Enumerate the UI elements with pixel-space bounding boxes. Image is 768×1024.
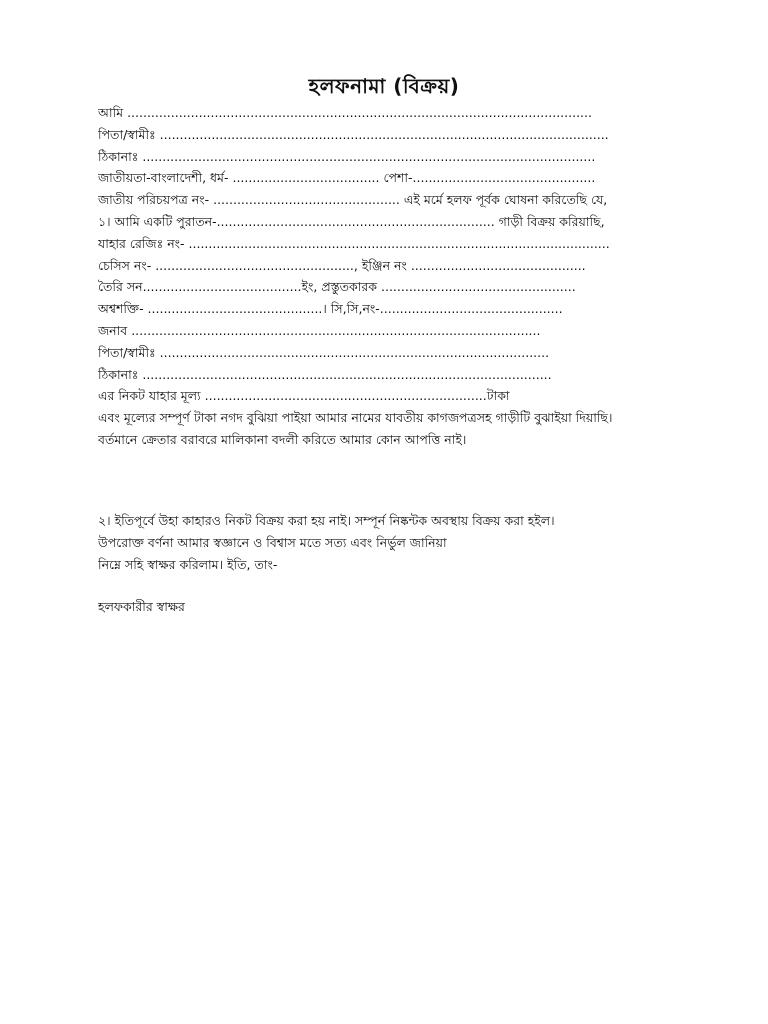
buyer-father-husband-line: পিতা/স্বামীঃ ..................................................................................................	[98, 344, 550, 360]
declarant-father-husband-line: পিতা/স্বামীঃ .................................................................................................................	[98, 126, 609, 142]
manufacture-year-line: তৈরি সন........................................ইং, প্রস্তুতকারক .................................................	[98, 279, 576, 295]
vehicle-sold-line: ১। আমি একটি পুরাতন-...................................................................... গাড়ী বিক্রয় করিয়াছি,	[98, 213, 605, 229]
buyer-name-line: জনাব .......................................................................................................	[98, 322, 541, 338]
document-title: হলফনামা (বিক্রয়)	[308, 74, 460, 98]
truth-statement-line: উপরোক্ত বর্ণনা আমার স্বজ্ঞানে ও বিশ্বাস মতে সত্য এবং নির্ভুল জানিয়া	[98, 534, 447, 550]
declarant-address-line: ঠিকানাঃ ..................................................................................................................	[98, 148, 596, 164]
buyer-address-line: ঠিকানাঃ .......................................................................................................	[98, 366, 552, 382]
signature-label: হলফকারীর স্বাক্ষর	[98, 599, 185, 614]
registration-number-line: যাহার রেজিঃ নং- ..........................................................................................................	[98, 235, 610, 251]
chassis-engine-line: চেসিস নং- .................................................., ইঞ্জিন নং ............................................	[98, 257, 586, 273]
national-id-line: জাতীয় পরিচয়পত্র নং- ............................................... এই মর্মে হলফ পূর্বক ঘোষনা করিতেছি যে,	[98, 192, 608, 208]
signed-date-line: নিম্নে সহি স্বাক্ষর করিলাম। ইতি, তাং-	[98, 556, 278, 572]
horsepower-cc-line: অশ্বশক্তি- ............................................। সি,সি,নং-..............................................	[98, 301, 563, 317]
no-objection-line: বর্তমানে ক্রেতার বরাবরে মালিকানা বদলী করিতে আমার কোন আপত্তি নাই।	[98, 431, 467, 447]
declarant-name-line: আমি .....................................................................................................................	[98, 105, 592, 120]
not-sold-before-line: ২। ইতিপূর্বে উহা কাহারও নিকট বিক্রয় করা হয় নাই। সম্পূর্ন নিষ্কন্টক অবস্থায় বিক্রয় করা হইল।	[98, 513, 555, 528]
price-line: এর নিকট যাহার মূল্য .......................................................................টাকা	[98, 388, 510, 404]
affidavit-body	[98, 102, 698, 451]
payment-received-line: এবং মূল্যের সম্পূর্ণ টাকা নগদ বুঝিয়া পাইয়া আমার নামের যাবতীয় কাগজপত্রসহ গাড়ীটি বুঝাইয়া দিয়াছি।	[98, 410, 613, 426]
declaration-section-2	[98, 510, 698, 575]
nationality-religion-profession-line: জাতীয়তা-বাংলাদেশী, ধর্ম- ..................................... পেশা-..............................................	[98, 170, 596, 186]
